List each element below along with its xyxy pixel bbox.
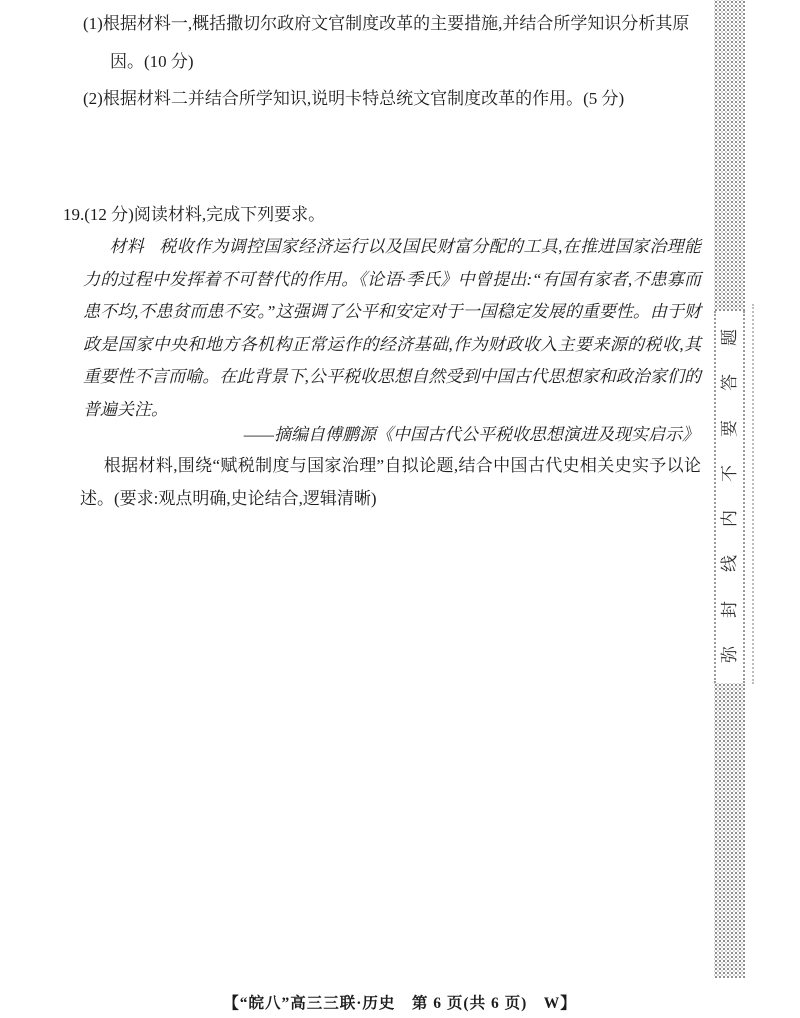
- question18-part2: (2)根据材料二并结合所学知识,说明卡特总统文官制度改革的作用。(5 分): [83, 89, 625, 108]
- question18-part1-line2: 因。(10 分): [110, 52, 194, 71]
- seal-line-char: 弥: [720, 645, 739, 663]
- material-text: 税收作为调控国家经济运行以及国民财富分配的工具,在推进国家治理能力的过程中发挥着不可替代的作用。《论语·季氏》中曾提出:“有国有家者,不患寡而患不均,不患贫而患不安。”这强调了公平和安定对于一国稳定发展的重要性。由于财政是国家中央和地方各机构正常运作的经济基础,作为财政收入主要来源的税收,其重要性不言而喻。在此背景下,公平税收思想自然受到中国古代思想家和政治家们的普遍关注。: [83, 237, 702, 419]
- seal-line-char: 题: [720, 329, 739, 346]
- question19-material-paragraph: [83, 231, 701, 426]
- question18-part1-line1: (1)根据材料一,概括撒切尔政府文官制度改革的主要措施,并结合所学知识分析其原: [83, 14, 690, 33]
- question19-task: 根据材料,围绕“赋税制度与国家治理”自拟论题,结合中国古代史相关史实予以论述。(要求:观点明确,史论结合,逻辑清晰): [80, 456, 701, 508]
- seal-line-char: 答: [720, 374, 739, 392]
- seal-binding-strip: [714, 0, 745, 978]
- page-footer: 【“皖八”高三三联·历史 第 6 页(共 6 页) W】: [223, 995, 577, 1012]
- binding-texture-top: [714, 0, 745, 311]
- binding-texture-bottom: [714, 683, 745, 978]
- material-attribution: ——摘编自傅鹏源《中国古代公平税收思想演进及现实启示》: [243, 425, 699, 444]
- seal-line-char: 内: [720, 510, 739, 528]
- seal-line-section: [714, 311, 745, 683]
- seal-line-char: 线: [720, 555, 739, 573]
- material-label: 材料: [109, 237, 145, 256]
- seal-outer-dotted-line: [752, 304, 754, 684]
- seal-line-char: 封: [720, 600, 739, 618]
- question19-header: 19.(12 分)阅读材料,完成下列要求。: [63, 205, 326, 224]
- seal-line-char: 不: [720, 464, 739, 482]
- seal-line-char: 要: [720, 419, 739, 437]
